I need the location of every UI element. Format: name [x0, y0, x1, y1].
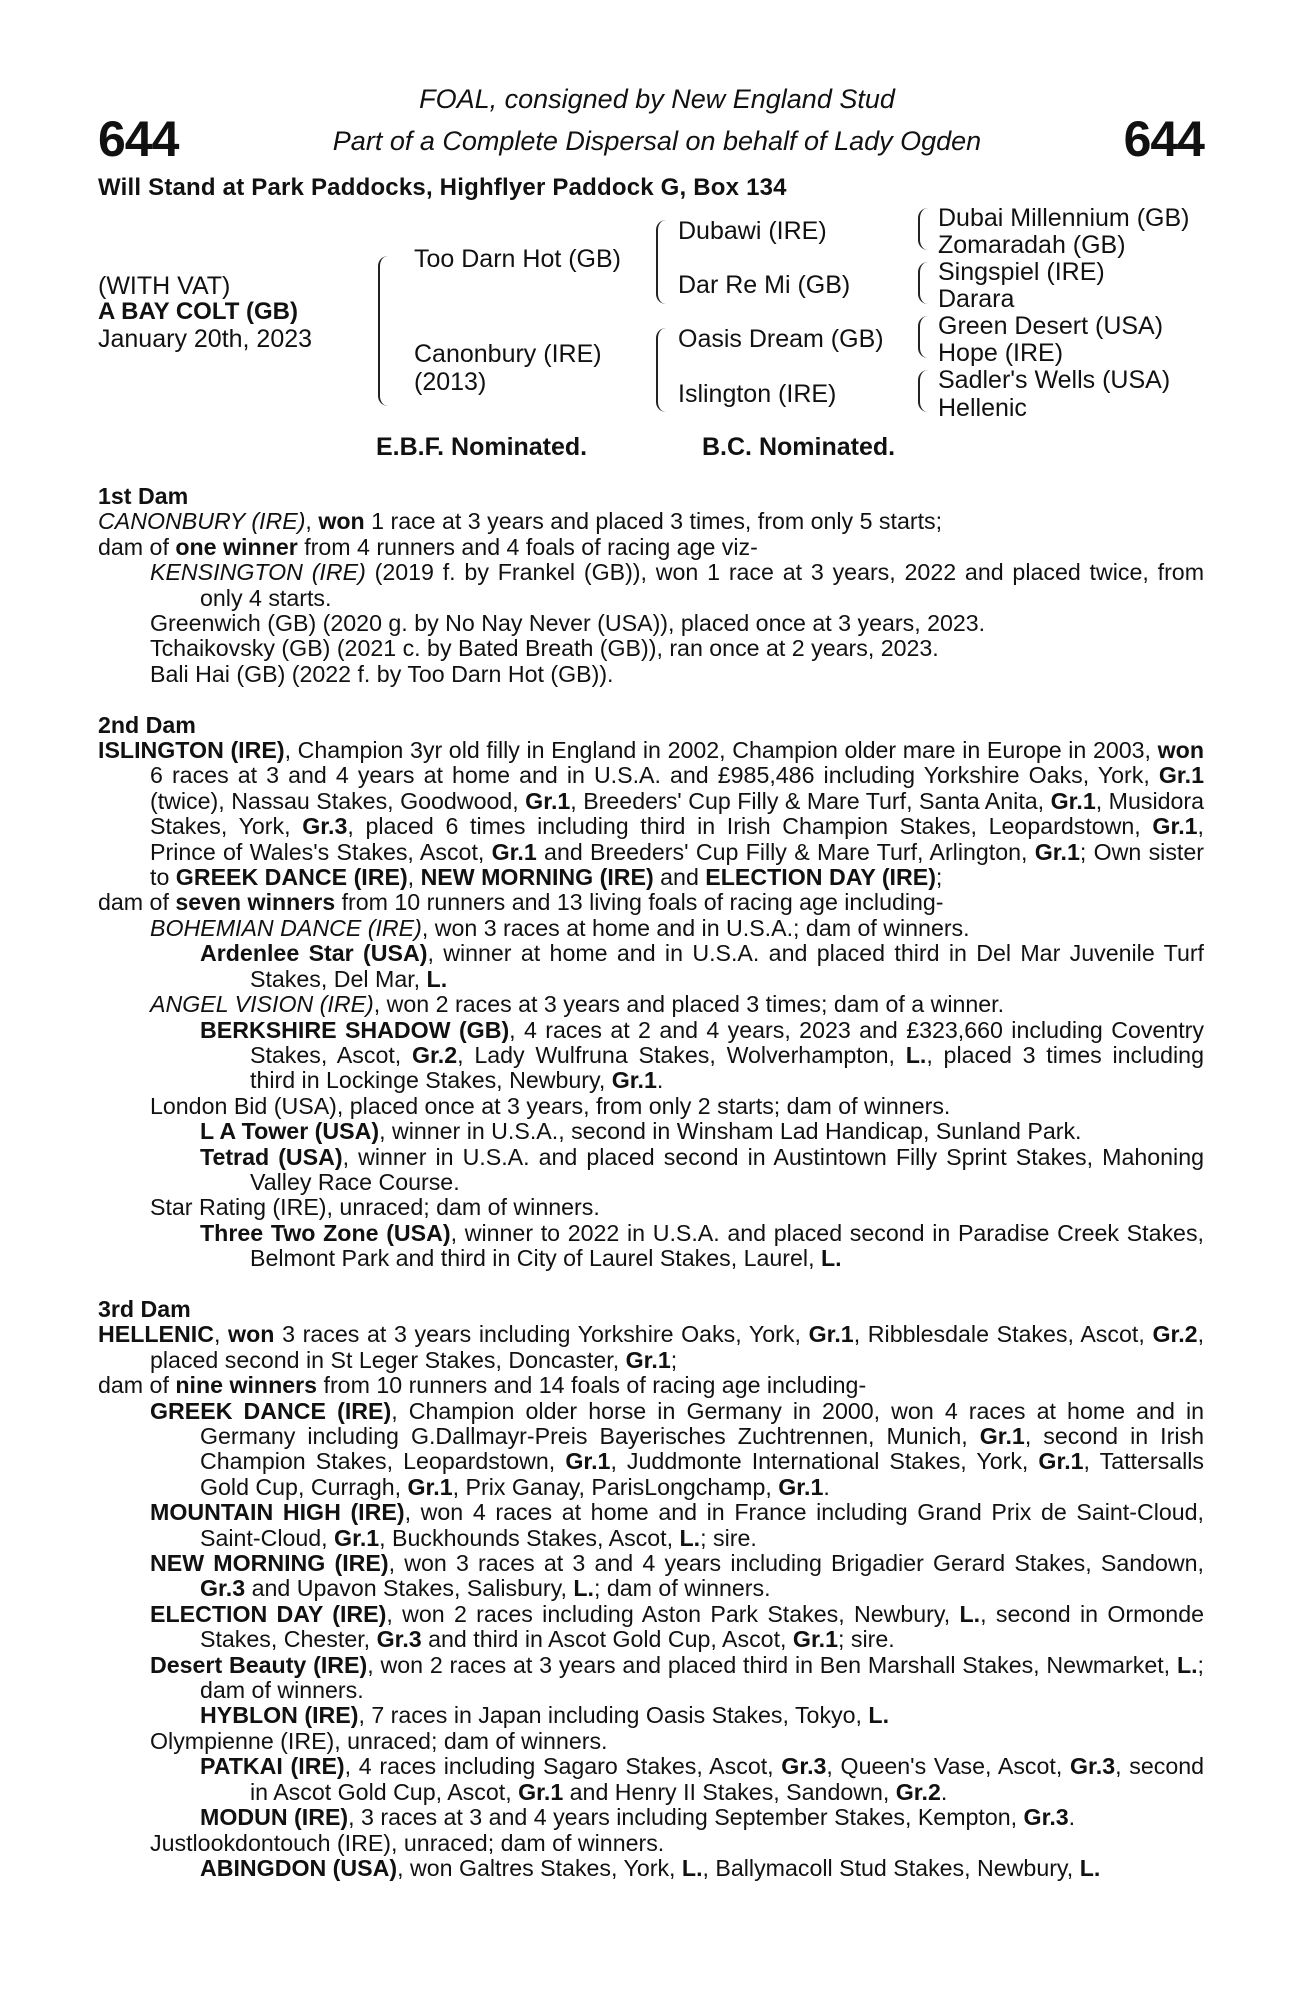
great-grandparent-3: Singspiel (IRE)	[938, 258, 1105, 286]
sire-of-sire: Dubawi (IRE)	[678, 217, 827, 245]
foaling-date: January 20th, 2023	[98, 325, 313, 353]
second-dam-produce: dam of seven winners from 10 runners and 13 living foals of racing age including-	[98, 889, 944, 916]
produce-ardenlee-star: Ardenlee Star (USA), winner at home and in U.S.A. and placed third in Del Mar Juvenile Turf Stakes, Del Mar, L.	[200, 940, 1205, 992]
pedigree-brace-g12	[918, 208, 928, 250]
dam-of-sire: Dar Re Mi (GB)	[678, 271, 851, 299]
produce-mountain-high: MOUNTAIN HIGH (IRE), won 4 races at home and in France including Grand Prix de Saint-Cloud, Saint-Cloud, Gr.1, Buckhounds Stakes, Ascot, L.; sire.	[150, 1499, 1204, 1551]
produce-tetrad: Tetrad (USA), winner in U.S.A. and placed second in Austintown Filly Sprint Stakes, Mahoning Valley Race Course.	[200, 1143, 1204, 1195]
pedigree-brace-g34	[918, 262, 928, 304]
produce-hyblon: HYBLON (IRE), 7 races in Japan including Oasis Stakes, Tokyo, L.	[200, 1702, 890, 1729]
dam: Canonbury (IRE)	[414, 340, 602, 368]
stand-location: Will Stand at Park Paddocks, Highflyer Paddock G, Box 134	[98, 174, 787, 201]
great-grandparent-8: Hellenic	[938, 394, 1027, 422]
dam-year: (2013)	[414, 368, 487, 396]
pedigree-brace-dam	[656, 328, 668, 412]
horse-name: A BAY COLT (GB)	[98, 298, 299, 325]
ebf-nomination: E.B.F. Nominated.	[376, 433, 588, 461]
first-dam-record: CANONBURY (IRE), won 1 race at 3 years and placed 3 times, from only 5 starts;	[98, 508, 943, 535]
catalogue-text	[98, 484, 1204, 1881]
sire: Too Darn Hot (GB)	[414, 245, 622, 273]
produce-star-rating: Star Rating (IRE), unraced; dam of winners.	[150, 1194, 600, 1221]
produce-abingdon: ABINGDON (USA), won Galtres Stakes, York, L., Ballymacoll Stud Stakes, Newbury, L.	[200, 1854, 1101, 1881]
third-dam-produce: dam of nine winners from 10 runners and 14 foals of racing age including-	[98, 1372, 867, 1399]
produce-london-bid: London Bid (USA), placed once at 3 years, from only 2 starts; dam of winners.	[150, 1092, 951, 1119]
vat-note: (WITH VAT)	[98, 272, 231, 300]
produce-bohemian-dance: BOHEMIAN DANCE (IRE), won 3 races at home and in U.S.A.; dam of winners.	[150, 914, 970, 941]
lot-number-right: 644	[1123, 111, 1204, 167]
pedigree-brace-g78	[918, 370, 928, 412]
lot-number-left: 644	[98, 111, 179, 167]
second-dam-heading: 2nd Dam	[98, 711, 196, 738]
produce-tchaikovsky: Tchaikovsky (GB) (2021 c. by Bated Breath (GB)), ran once at 2 years, 2023.	[150, 635, 939, 662]
produce-justlookdontouch: Justlookdontouch (IRE), unraced; dam of winners.	[150, 1829, 665, 1856]
produce-modun: MODUN (IRE), 3 races at 3 and 4 years including September Stakes, Kempton, Gr.3.	[200, 1804, 1076, 1831]
produce-greenwich: Greenwich (GB) (2020 g. by No Nay Never (USA)), placed once at 3 years, 2023.	[150, 610, 986, 637]
produce-bali-hai: Bali Hai (GB) (2022 f. by Too Darn Hot (GB)).	[150, 660, 614, 687]
third-dam-record: HELLENIC, won 3 races at 3 years including Yorkshire Oaks, York, Gr.1, Ribblesdale Stakes, Ascot, Gr.2, placed second in St Leger Stakes, Doncaster, Gr.1;	[98, 1321, 1205, 1373]
produce-berkshire-shadow: BERKSHIRE SHADOW (GB), 4 races at 2 and 4 years, 2023 and £323,660 including Coventry Stakes, Ascot, Gr.2, Lady Wulfruna Stakes, Wolverhampton, L., placed 3 times including third in Lockinge Stakes, Newbury, Gr.1.	[200, 1016, 1204, 1094]
produce-patkai: PATKAI (IRE), 4 races including Sagaro Stakes, Ascot, Gr.3, Queen's Vase, Ascot, Gr.3, second in Ascot Gold Cup, Ascot, Gr.1 and Henry II Stakes, Sandown, Gr.2.	[200, 1753, 1205, 1805]
first-dam-produce: dam of one winner from 4 runners and 4 foals of racing age viz-	[98, 533, 758, 560]
great-grandparent-7: Sadler's Wells (USA)	[938, 366, 1171, 394]
third-dam-heading: 3rd Dam	[98, 1295, 191, 1322]
dispersal-line: Part of a Complete Dispersal on behalf of Lady Ogden	[332, 126, 982, 156]
produce-kensington: KENSINGTON (IRE) (2019 f. by Frankel (GB)), won 1 race at 3 years, 2022 and placed twice, from only 4 starts.	[150, 559, 1205, 611]
pedigree-brace-g56	[918, 316, 928, 358]
second-dam-record: ISLINGTON (IRE), Champion 3yr old filly in England in 2002, Champion older mare in Europe in 2003, won 6 races at 3 and 4 years at home and in U.S.A. and £985,486 including Yorkshire Oaks, York, Gr.1 (twice), Nassau Stakes, Goodwood, Gr.1, Breeders' Cup Filly & Mare Turf, Santa Anita, Gr.1, Musidora Stakes, York, Gr.3, placed 6 times including third in Irish Champion Stakes, Leopardstown, Gr.1, Prince of Wales's Stakes, Ascot, Gr.1 and Breeders' Cup Filly & Mare Turf, Arlington, Gr.1; Own sister to GREEK DANCE (IRE), NEW MORNING (IRE) and ELECTION DAY (IRE);	[98, 737, 1205, 891]
great-grandparent-1: Dubai Millennium (GB)	[938, 204, 1190, 232]
great-grandparent-4: Darara	[938, 285, 1015, 313]
dam-of-dam: Islington (IRE)	[678, 380, 837, 408]
great-grandparent-2: Zomaradah (GB)	[938, 231, 1126, 259]
produce-greek-dance: GREEK DANCE (IRE), Champion older horse in Germany in 2000, won 4 races at home and in Germany including G.Dallmayr-Preis Bayerisches Zuchtrennen, Munich, Gr.1, second in Irish Champion Stakes, Leopardstown, Gr.1, Juddmonte International Stakes, York, Gr.1, Tattersalls Gold Cup, Curragh, Gr.1, Prix Ganay, ParisLongchamp, Gr.1.	[150, 1397, 1205, 1500]
produce-angel-vision: ANGEL VISION (IRE), won 2 races at 3 years and placed 3 times; dam of a winner.	[150, 991, 1005, 1018]
great-grandparent-5: Green Desert (USA)	[938, 312, 1164, 340]
produce-la-tower: L A Tower (USA), winner in U.S.A., second in Winsham Lad Handicap, Sunland Park.	[200, 1118, 1082, 1145]
produce-three-two-zone: Three Two Zone (USA), winner to 2022 in U.S.A. and placed second in Paradise Creek Stakes, Belmont Park and third in City of Laurel Stakes, Laurel, L.	[200, 1219, 1204, 1272]
first-dam-heading: 1st Dam	[98, 483, 189, 509]
produce-olympienne: Olympienne (IRE), unraced; dam of winners.	[150, 1727, 608, 1754]
bc-nomination: B.C. Nominated.	[702, 433, 896, 461]
pedigree-brace-main	[378, 256, 392, 406]
consignor-line: FOAL, consigned by New England Stud	[419, 84, 895, 114]
sire-of-dam: Oasis Dream (GB)	[678, 325, 884, 353]
pedigree-brace-sire	[656, 220, 668, 304]
produce-new-morning: NEW MORNING (IRE), won 3 races at 3 and 4 years including Brigadier Gerard Stakes, Sandown, Gr.3 and Upavon Stakes, Salisbury, L.; dam of winners.	[150, 1550, 1204, 1602]
produce-election-day: ELECTION DAY (IRE), won 2 races including Aston Park Stakes, Newbury, L., second in Ormonde Stakes, Chester, Gr.3 and third in Ascot Gold Cup, Ascot, Gr.1; sire.	[150, 1600, 1204, 1653]
produce-desert-beauty: Desert Beauty (IRE), won 2 races at 3 years and placed third in Ben Marshall Stakes, Newmarket, L.; dam of winners.	[150, 1651, 1204, 1704]
great-grandparent-6: Hope (IRE)	[938, 339, 1064, 367]
